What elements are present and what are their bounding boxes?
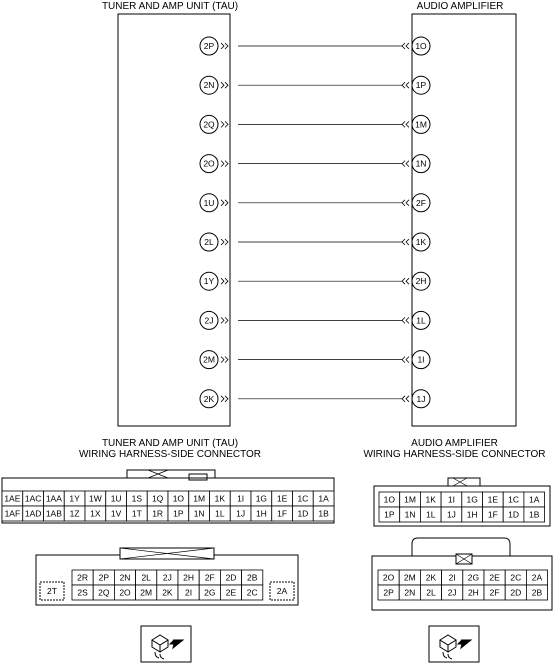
wire <box>200 233 430 251</box>
pin-label: 2S <box>77 587 88 598</box>
pin-label: 2Q <box>98 587 110 598</box>
tau-terminal-label: 2Q <box>203 119 215 130</box>
connector-chevron-right <box>221 239 228 245</box>
connector-chevron-left <box>402 121 409 127</box>
tau-connector-1 <box>2 470 334 523</box>
connector-chevron-left <box>402 317 409 323</box>
pin-label: 1I <box>237 493 245 504</box>
pin-label: 1H <box>255 508 267 519</box>
pin-label: 2C <box>510 572 522 583</box>
pin-label: 1AA <box>45 493 62 504</box>
connector-chevron-left <box>402 161 409 167</box>
pin-label: 2A <box>276 586 288 596</box>
pin-label: 1J <box>236 508 246 519</box>
tau-terminal-label: 2O <box>203 158 215 169</box>
tau-view-direction-icon <box>141 626 191 662</box>
connector-chevron-left <box>402 396 409 402</box>
pin-label: 1N <box>404 509 416 520</box>
pin-label: 2A <box>531 572 543 583</box>
pin-label: 1A <box>318 493 329 504</box>
connector-chevron-right <box>221 82 228 88</box>
wire <box>200 194 430 212</box>
pin-label: 1M <box>404 494 416 505</box>
tau-terminal-label: 2N <box>203 80 215 91</box>
amp-terminal-label: 1P <box>415 80 427 91</box>
pin-label: 2M <box>140 587 153 598</box>
amp-connector-title-line1: AUDIO AMPLIFIER <box>411 438 498 449</box>
pin-label: 2D <box>510 587 522 598</box>
amp-terminal-label: 1M <box>415 119 427 130</box>
pin-label: 1Y <box>69 493 80 504</box>
tau-connector-title-line1: TUNER AND AMP UNIT (TAU) <box>101 438 239 449</box>
pin-label: 1E <box>276 493 288 504</box>
amp-terminal-label: 2H <box>415 276 427 287</box>
pin-label: 1D <box>508 509 519 520</box>
pin-label: 1C <box>297 493 309 504</box>
pin-label: 1H <box>466 509 478 520</box>
amp-terminal-label: 1O <box>415 41 427 51</box>
pin-label: 1V <box>110 508 122 519</box>
tau-connector-2 <box>36 548 298 605</box>
connector-hood <box>412 538 510 556</box>
pin-label: 2E <box>225 587 237 598</box>
pin-label: 1F <box>487 509 498 520</box>
pin-label: 2M <box>403 572 416 583</box>
connector-chevron-right <box>221 357 228 363</box>
connector-key <box>189 474 207 480</box>
amp-view-direction-icon <box>429 626 479 662</box>
pin-label: 2H <box>183 572 195 583</box>
pin-label: 1O <box>383 494 396 505</box>
pin-label: 1B <box>318 508 329 519</box>
pin-label: 1R <box>152 508 164 519</box>
pin-label: 1AB <box>45 508 62 519</box>
pin-label: 1K <box>214 493 226 504</box>
pin-label: 1A <box>529 494 540 505</box>
connector-chevron-left <box>402 278 409 284</box>
wire <box>200 351 430 369</box>
pin-label: 2J <box>447 587 457 598</box>
tau-header: TUNER AND AMP UNIT (TAU) <box>101 1 239 12</box>
pin-label: 2D <box>225 572 237 583</box>
pin-label: 2E <box>489 572 500 583</box>
pin-label: 2O <box>119 587 131 598</box>
pin-label: 2F <box>489 587 500 598</box>
pin-label: 2T <box>47 586 57 596</box>
tau-terminal-label: 2K <box>203 393 215 404</box>
connector-chevron-right <box>221 317 228 323</box>
wire <box>200 37 430 55</box>
tau-terminal-label: 2L <box>204 237 214 247</box>
pin-label: 2R <box>77 572 89 583</box>
amp-terminal-label: 1K <box>415 237 427 247</box>
pin-label: 2K <box>162 587 173 598</box>
pin-label: 1T <box>131 508 142 519</box>
pin-label: 1AC <box>24 493 42 504</box>
wire <box>200 311 430 329</box>
pin-label: 1L <box>426 509 436 520</box>
pin-label: 1I <box>447 494 455 505</box>
pin-label: 1F <box>277 508 288 519</box>
pin-label: 2I <box>185 587 193 598</box>
latch-cross <box>453 478 467 486</box>
pin-label: 1M <box>193 493 206 504</box>
pin-label: 2P <box>383 587 394 598</box>
pin-label: 1P <box>173 508 184 519</box>
wire <box>200 76 430 94</box>
pin-label: 2N <box>119 572 131 583</box>
amp-terminal-label: 1J <box>416 393 426 404</box>
pin-label: 1P <box>384 509 395 520</box>
pin-label: 1W <box>89 493 102 504</box>
pin-label: 1B <box>529 509 540 520</box>
wire <box>200 272 430 290</box>
connector-chevron-left <box>402 43 409 49</box>
connector-chevron-left <box>402 357 409 363</box>
pin-label: 1K <box>425 494 436 505</box>
connector-chevron-right <box>221 121 228 127</box>
tau-terminal-label: 2J <box>204 315 214 326</box>
pin-label: 1O <box>172 493 185 504</box>
connector-chevron-right <box>221 278 228 284</box>
amp-connector-2 <box>372 538 552 610</box>
pin-label: 1Z <box>69 508 80 519</box>
pin-label: 1J <box>446 509 456 520</box>
pin-label: 2K <box>425 572 437 583</box>
wire <box>200 390 430 408</box>
amp-terminal-label: 1I <box>417 354 425 365</box>
pin-label: 1G <box>255 493 268 504</box>
connector-latch <box>448 478 480 486</box>
connector-chevron-left <box>402 200 409 206</box>
pin-label: 2B <box>246 572 258 583</box>
pin-label: 1Q <box>151 493 164 504</box>
pin-label: 1X <box>90 508 101 519</box>
pin-label: 1S <box>131 493 143 504</box>
pin-label: 1D <box>297 508 309 519</box>
connector-chevron-right <box>221 161 228 167</box>
tau-terminal-label: 2M <box>203 354 215 365</box>
tau-terminal-label: 1U <box>203 197 215 208</box>
pin-label: 2L <box>141 572 151 583</box>
pin-label: 2P <box>98 572 110 583</box>
pin-label: 2B <box>531 587 543 598</box>
amp-terminal-label: 1N <box>415 158 427 169</box>
latch-cross <box>148 470 168 478</box>
pin-label: 2J <box>162 572 172 583</box>
connector-chevron-right <box>221 396 228 402</box>
pin-label: 1C <box>508 494 519 505</box>
amp-terminal-label: 1L <box>416 315 426 326</box>
pin-label: 1AF <box>4 508 21 519</box>
pin-label: 2L <box>426 587 436 598</box>
pin-label: 2F <box>204 572 215 583</box>
pin-label: 1U <box>110 493 122 504</box>
pin-label: 2G <box>204 587 216 598</box>
pin-label: 2O <box>382 572 395 583</box>
tau-connector-title-line2: WIRING HARNESS-SIDE CONNECTOR <box>78 449 262 460</box>
pin-label: 2C <box>246 587 258 598</box>
pin-label: 1G <box>466 494 478 505</box>
pin-label: 1AE <box>4 493 21 504</box>
pin-label: 2G <box>467 572 480 583</box>
pin-label: 1L <box>215 508 225 519</box>
pin-label: 1AD <box>24 508 42 519</box>
pin-label: 1N <box>193 508 205 519</box>
tau-terminal-label: 2P <box>203 41 215 51</box>
amp-terminal-label: 2F <box>416 197 426 208</box>
connector-chevron-left <box>402 239 409 245</box>
connector-chevron-right <box>221 200 228 206</box>
wire <box>200 115 430 133</box>
connector-chevron-left <box>402 82 409 88</box>
pin-label: 2N <box>404 587 416 598</box>
wire-group <box>200 37 430 408</box>
tau-terminal-label: 1Y <box>203 276 215 287</box>
pin-label: 2I <box>448 572 456 583</box>
pin-label: 1E <box>487 494 499 505</box>
amp-connector-1 <box>374 478 550 526</box>
connector-chevron-right <box>221 43 228 49</box>
pin-label: 2H <box>467 587 479 598</box>
wire <box>200 155 430 173</box>
amp-connector-title-line2: WIRING HARNESS-SIDE CONNECTOR <box>363 449 546 460</box>
amp-header: AUDIO AMPLIFIER <box>416 1 504 12</box>
